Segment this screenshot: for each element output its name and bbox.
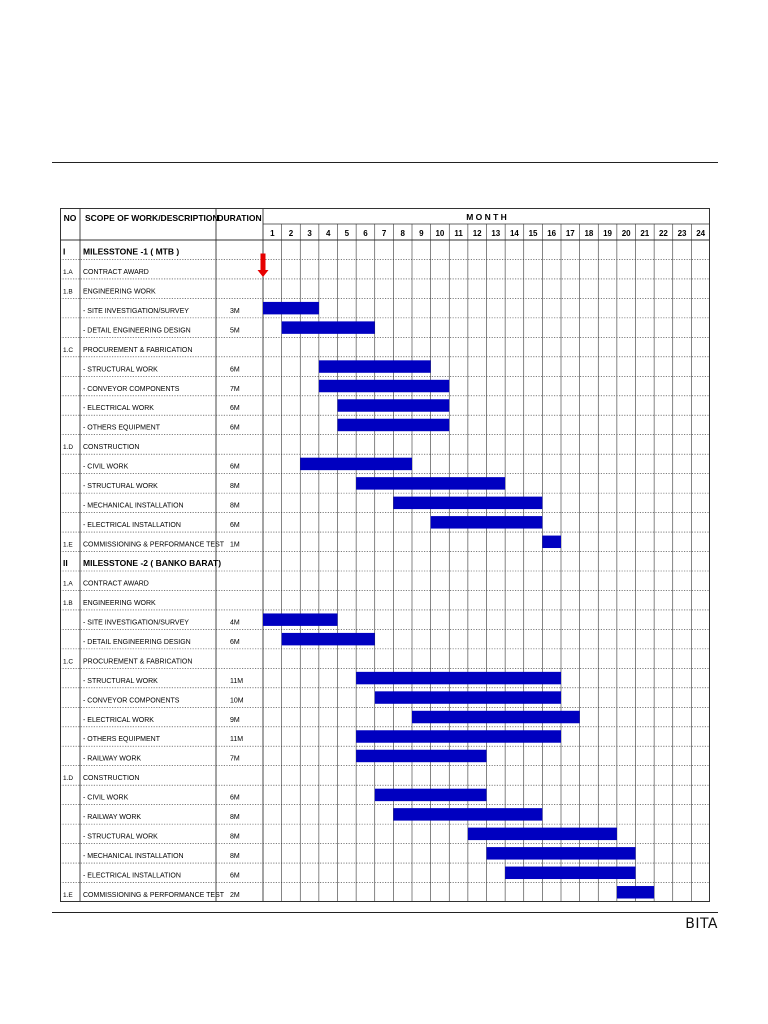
gantt-bar [356,672,561,684]
month-number: 21 [640,229,650,238]
month-number: 13 [491,229,501,238]
gantt-bar [542,536,561,548]
task-duration: 8M [230,833,240,841]
start-arrow-icon [258,253,269,276]
task-name: - DETAIL ENGINEERING DESIGN [83,638,191,646]
row-number: II [63,558,68,568]
task-duration: 6M [230,405,240,413]
gantt-bar [338,399,450,411]
task-duration: 9M [230,716,240,724]
gantt-bar [487,847,636,859]
gantt-bar [356,477,505,489]
gantt-bar [356,750,486,762]
month-number: 17 [565,229,575,238]
row-number: 1.A [63,268,73,276]
month-number: 24 [696,229,706,238]
task-name: - STRUCTURAL WORK [83,366,158,374]
task-name: - OTHERS EQUIPMENT [83,424,161,432]
row-number: 1.B [63,288,73,296]
month-number: 8 [400,229,405,238]
gantt-bar [338,419,450,431]
month-number: 19 [603,229,613,238]
task-name: - OTHERS EQUIPMENT [83,736,161,744]
task-name: COMMISSIONING & PERFORMANCE TEST [83,892,225,899]
task-name: - SITE INVESTIGATION/SURVEY [83,307,189,315]
section-title: ENGINEERING WORK [83,599,156,607]
month-number: 20 [621,229,631,238]
gantt-bar [505,867,635,879]
row-number: 1.E [63,892,73,899]
task-name: - DETAIL ENGINEERING DESIGN [83,327,191,335]
month-number: 23 [677,229,687,238]
month-number: 9 [419,229,424,238]
header-month: M O N T H [466,212,507,222]
task-duration: 6M [230,463,240,471]
footer-logo-text: BITA [685,916,718,932]
task-duration: 5M [230,327,240,335]
gantt-bar [356,730,561,742]
task-name: - ELECTRICAL WORK [83,716,154,724]
header-duration: DURATION [217,213,262,223]
month-number: 2 [288,229,294,238]
month-number: 12 [472,229,482,238]
task-name: - CIVIL WORK [83,463,129,471]
gantt-bar [375,691,561,703]
month-number: 6 [363,229,368,238]
task-name: - RAILWAY WORK [83,755,142,763]
task-name: - CIVIL WORK [83,794,129,802]
section-title: CONSTRUCTION [83,775,140,783]
row-number: 1.C [63,346,74,354]
header-no: NO [63,213,77,223]
gantt-bar [319,380,449,392]
header-scope: SCOPE OF WORK/DESCRIPTION [85,213,219,223]
milestone-title: MILESSTONE -1 ( MTB ) [83,246,180,257]
task-name: - STRUCTURAL WORK [83,483,158,491]
row-number: 1.A [63,580,73,588]
month-number: 22 [658,229,668,238]
task-duration: 7M [230,385,240,393]
month-number: 11 [454,229,463,238]
task-name: - SITE INVESTIGATION/SURVEY [83,619,189,627]
gantt-bar [393,808,542,820]
task-name: - ELECTRICAL INSTALLATION [83,522,181,530]
row-number: 1.B [63,599,73,607]
milestone-title: MILESSTONE -2 ( BANKO BARAT) [83,558,222,568]
task-name: - CONVEYOR COMPONENTS [83,385,180,393]
task-duration: 6M [230,366,240,374]
section-title: CONTRACT AWARD [83,268,149,276]
task-duration: 11M [230,677,244,685]
task-duration: 10M [230,697,244,705]
gantt-chart [60,208,710,902]
task-duration: 8M [230,502,240,510]
row-number: 1.D [63,444,74,452]
task-duration: 1M [230,541,240,549]
section-title: PROCUREMENT & FABRICATION [83,658,193,666]
month-number: 1 [270,229,275,238]
row-number: 1.D [63,775,74,783]
task-name: - ELECTRICAL WORK [83,405,154,413]
gantt-bar [263,613,338,625]
task-name: - MECHANICAL INSTALLATION [83,853,184,861]
task-duration: 6M [230,638,240,646]
gantt-bar [617,886,654,898]
section-title: ENGINEERING WORK [83,288,156,296]
task-name: - MECHANICAL INSTALLATION [83,502,184,510]
task-name: - ELECTRICAL INSTALLATION [83,872,181,880]
gantt-bar [263,302,319,314]
section-title: CONSTRUCTION [83,444,140,452]
task-duration: 2M [230,892,240,899]
task-name: - STRUCTURAL WORK [83,833,158,841]
row-number: 1.E [63,541,73,549]
month-number: 15 [528,229,538,238]
gantt-bar [300,458,412,470]
task-name: - RAILWAY WORK [83,814,142,822]
row-number: 1.C [63,658,74,666]
gantt-bar [412,711,580,723]
task-duration: 11M [230,736,244,744]
task-duration: 3M [230,307,240,315]
gantt-bar [468,828,617,840]
month-number: 7 [381,229,387,238]
task-name: COMMISSIONING & PERFORMANCE TEST [83,541,225,549]
month-number: 3 [307,229,312,238]
month-number: 16 [547,229,557,238]
section-title: CONTRACT AWARD [83,580,149,588]
task-name: - CONVEYOR COMPONENTS [83,697,180,705]
bottom-rule [52,912,718,913]
gantt-bar [282,321,375,333]
month-number: 14 [509,229,519,238]
task-duration: 4M [230,619,240,627]
gantt-bar [319,360,431,372]
task-duration: 8M [230,853,240,861]
task-duration: 6M [230,522,240,530]
section-title: PROCUREMENT & FABRICATION [83,346,193,354]
row-number: I [63,246,66,257]
month-number: 18 [584,229,594,238]
gantt-bar [393,497,542,509]
gantt-bar [282,633,375,645]
month-number: 5 [344,229,350,238]
task-duration: 6M [230,424,240,432]
task-duration: 6M [230,872,240,880]
task-duration: 8M [230,814,240,822]
top-rule [52,162,718,163]
gantt-bar [375,789,487,801]
task-duration: 6M [230,794,240,802]
task-name: - STRUCTURAL WORK [83,677,158,685]
task-duration: 7M [230,755,240,763]
gantt-bar [431,516,543,528]
month-number: 10 [435,229,445,238]
task-duration: 8M [230,483,240,491]
month-number: 4 [325,229,331,238]
